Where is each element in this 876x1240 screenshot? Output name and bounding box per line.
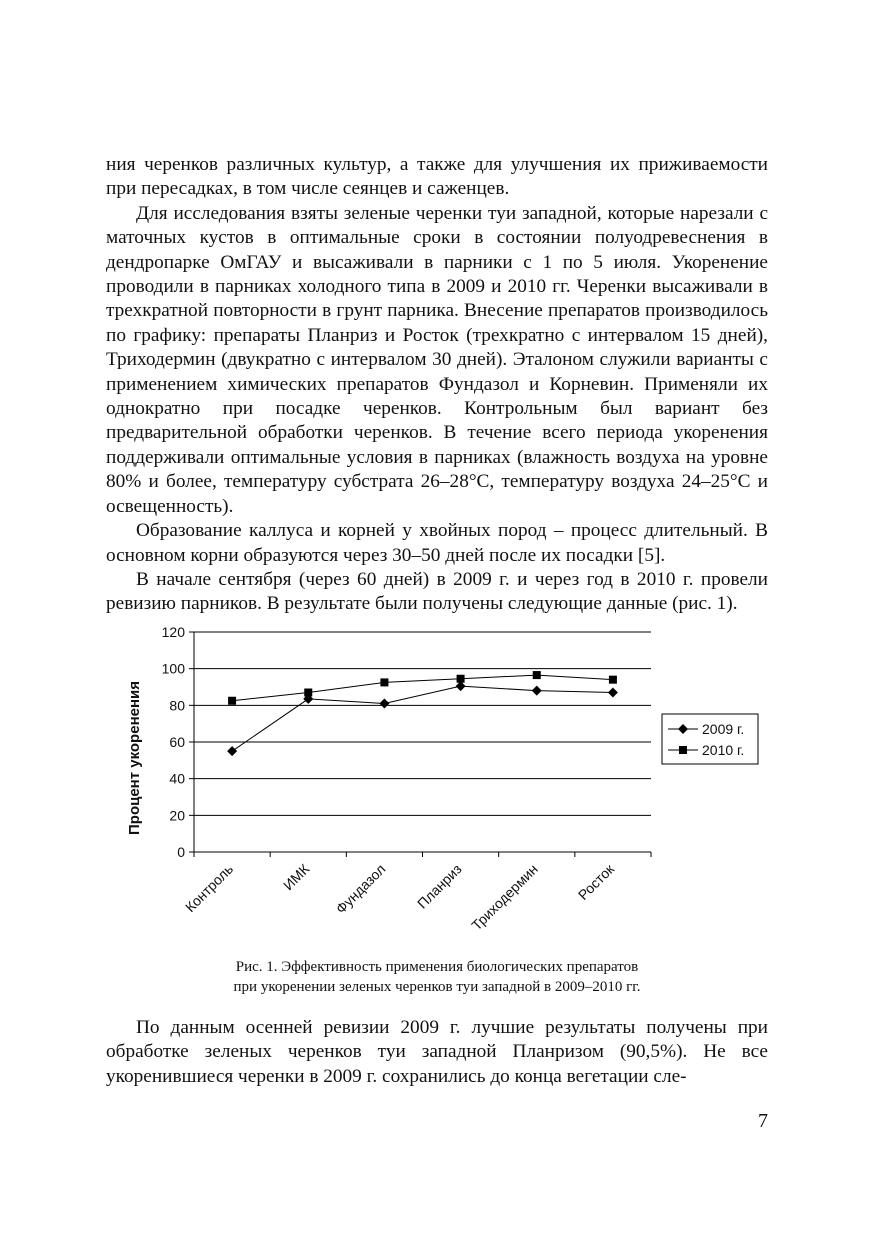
caption-line-1: Рис. 1. Эффективность применения биологических препаратов <box>235 959 639 975</box>
x-tick-label-1: ИМК <box>279 860 313 894</box>
paragraph-4: В начале сентября (через 60 дней) в 2009 г. и через год в 2010 г. провели ревизию парников. В результате были получены следующие данные (рис. 1). <box>106 568 768 615</box>
legend-label-0: 2009 г. <box>702 721 745 737</box>
series-1-point-2 <box>380 678 388 686</box>
y-tick-label-120: 120 <box>161 624 185 640</box>
series-0-point-0 <box>227 746 237 756</box>
series-line-0 <box>232 686 613 751</box>
series-1-point-4 <box>533 671 541 679</box>
x-tick-label-5: Росток <box>574 860 618 904</box>
x-tick-label-2: Фундазол <box>332 860 389 917</box>
legend-label-1: 2010 г. <box>702 742 745 758</box>
y-tick-label-100: 100 <box>161 660 185 677</box>
figure-caption <box>106 957 768 997</box>
caption-line-2: при укоренении зеленых черенков туи западной в 2009–2010 гг. <box>233 979 641 995</box>
legend-marker-1 <box>679 746 687 754</box>
paragraph-1: ния черенков различных культур, а также для улучшения их приживаемости при пересадках, в том числе сеянцев и саженцев. <box>106 154 768 200</box>
y-tick-label-80: 80 <box>169 697 185 714</box>
x-tick-label-0: Контроль <box>181 860 237 916</box>
rooting-chart <box>106 618 768 954</box>
series-1-point-5 <box>609 676 617 684</box>
paragraph-3: Образование каллуса и корней у хвойных пород – процесс длительный. В основном корни образуются через 30–50 дней после их посадки [5]. <box>106 520 768 566</box>
series-0-point-5 <box>608 688 618 698</box>
series-1-point-1 <box>304 689 312 697</box>
x-tick-label-3: Планриз <box>413 860 465 912</box>
series-0-point-4 <box>532 686 542 696</box>
body-text-bottom <box>106 1016 768 1089</box>
paragraph-5: По данным осенней ревизии 2009 г. лучшие результаты получены при обработке зеленых черенков туи западной Планризом (90,5%). Не все укоренившиеся черенки в 2009 г. сохранились до конца вегетации сле- <box>106 1017 768 1087</box>
x-tick-label-4: Триходермин <box>468 860 541 934</box>
y-tick-label-20: 20 <box>169 807 185 824</box>
series-0-point-2 <box>379 699 389 709</box>
page-number: 7 <box>758 1110 768 1132</box>
y-tick-label-0: 0 <box>177 844 185 860</box>
y-tick-label-40: 40 <box>169 770 185 787</box>
y-axis-title: Процент укоренения <box>126 681 143 835</box>
series-1-point-0 <box>228 697 236 705</box>
y-tick-label-60: 60 <box>169 734 185 750</box>
body-text-top <box>106 153 768 617</box>
paragraph-2: Для исследования взяты зеленые черенки туи западной, которые нарезали с маточных кустов в оптимальные сроки в состоянии полуодревеснения в дендропарке ОмГАУ и высаживали в парники с 1 по 5 июля. Укоренение проводили в парниках холодного типа в 2009 и 2010 гг. Черенки высаживали в трехкратной повторности в грунт парника. Внесение препаратов производилось по графику: препараты Планриз и Росток (трехкратно с интервалом 15 дней), Триходермин (двукратно с интервалом 30 дней). Эталоном служили варианты с применением химических препаратов Фундазол и Корневин. Применяли их однократно при посадке черенков. Контрольным был вариант без предварительной обработки черенков. В течение всего периода укоренения поддерживали оптимальные условия в парниках (влажность воздуха на уровне 80% и более, температуру субстрата 26–28°С, температуру воздуха 24–25°С и освещенность). <box>106 202 768 517</box>
series-1-point-3 <box>457 675 465 683</box>
series-line-1 <box>232 675 613 701</box>
